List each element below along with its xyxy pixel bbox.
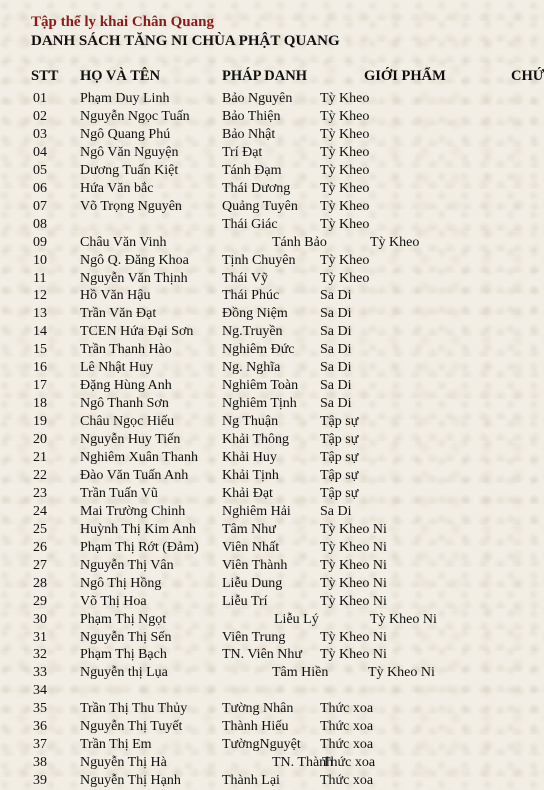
row-number: 11 (33, 270, 47, 286)
row-number: 10 (33, 252, 47, 268)
dharma-name: Quảng Tuyên (222, 198, 298, 214)
ordination-rank: Tập sự (320, 467, 359, 483)
table-row (0, 359, 539, 377)
member-name: Đặng Hùng Anh (80, 378, 172, 394)
dharma-name: Tịnh Chuyên (222, 252, 296, 268)
table-row (0, 252, 539, 270)
table-row (0, 395, 539, 413)
dharma-name: Tánh Bảo (272, 234, 327, 250)
dharma-name: Thái Giác (222, 216, 278, 232)
member-name: Đào Văn Tuấn Anh (80, 467, 189, 483)
dharma-name: Bảo Thiện (222, 108, 281, 124)
ordination-rank: Tỳ Kheo (370, 234, 420, 250)
table-row (0, 754, 539, 772)
ordination-rank: Sa Di (320, 288, 352, 304)
table-row (0, 557, 539, 575)
row-number: 29 (33, 593, 47, 609)
dharma-name: Thái Phúc (222, 288, 280, 304)
group-title: Tập thể ly khai Chân Quang (31, 14, 214, 30)
ordination-rank: Tỳ Kheo Ni (320, 647, 387, 663)
table-row (0, 521, 539, 539)
ordination-rank: Tỳ Kheo (320, 91, 370, 106)
member-name: Trần Thị Thu Thủy (80, 701, 188, 717)
row-number: 21 (33, 450, 47, 465)
dharma-name: Trí Đạt (222, 144, 263, 160)
member-name: Nguyễn Thị Sến (80, 629, 172, 645)
dharma-name: Tâm Hiền (272, 665, 329, 681)
member-name: Phạm Thị Rớt (Đảm) (80, 539, 199, 555)
row-number: 34 (33, 683, 47, 699)
dharma-name: Nghiêm Toàn (222, 378, 299, 394)
table-row (0, 216, 539, 234)
row-number: 36 (33, 719, 47, 735)
table-row (0, 682, 539, 700)
table-row (0, 503, 539, 521)
member-name: Châu Ngọc Hiếu (80, 414, 175, 430)
member-name: Ngô Thị Hồng (80, 575, 162, 591)
ordination-rank: Thức xoa (322, 755, 376, 771)
member-name: Phạm Thị Bạch (80, 647, 167, 663)
ordination-rank: Tỳ Kheo (320, 126, 370, 142)
ordination-rank: Thức xoa (320, 737, 374, 753)
dharma-name: Khải Tịnh (222, 467, 279, 483)
table-row (0, 772, 539, 790)
member-name: Nguyễn Huy Tiến (80, 432, 181, 448)
dharma-name: Khải Huy (222, 450, 277, 465)
ordination-rank: Sa Di (320, 503, 352, 519)
row-number: 24 (33, 503, 47, 519)
header-stt: STT (31, 68, 59, 84)
table-row (0, 431, 539, 449)
table-row (0, 144, 539, 162)
row-number: 35 (33, 701, 47, 717)
member-name: Nguyễn Thị Tuyết (80, 719, 183, 735)
dharma-name: Ng. Nghĩa (222, 360, 281, 376)
dharma-name: Thành Hiếu (222, 719, 289, 735)
table-row (0, 126, 539, 144)
dharma-name: Viên Nhất (222, 539, 280, 555)
member-name: Ngô Thanh Sơn (80, 396, 169, 412)
dharma-name: Khải Thông (222, 432, 290, 448)
table-row (0, 629, 539, 647)
member-name: Võ Trọng Nguyên (80, 198, 182, 214)
table-row (0, 323, 539, 341)
ordination-rank: Sa Di (320, 342, 352, 358)
row-number: 05 (33, 162, 47, 178)
table-row (0, 736, 539, 754)
row-number: 03 (33, 126, 47, 142)
dharma-name: Bảo Nhật (222, 126, 276, 142)
row-number: 13 (33, 306, 47, 322)
dharma-name: Tâm Như (222, 521, 276, 537)
ordination-rank: Tập sự (320, 414, 359, 430)
row-number: 26 (33, 539, 47, 555)
ordination-rank: Tỳ Kheo Ni (320, 629, 387, 645)
table-row (0, 700, 539, 718)
ordination-rank: Tỳ Kheo (320, 198, 370, 214)
row-number: 22 (33, 467, 47, 483)
table-row (0, 90, 539, 108)
table-row (0, 718, 539, 736)
row-number: 33 (33, 665, 47, 681)
dharma-name: Liễu Lý (274, 611, 319, 627)
member-name: Lê Nhật Huy (80, 360, 154, 376)
dharma-name: Thành Lại (222, 773, 280, 789)
member-name: Trần Tuấn Vũ (80, 485, 158, 501)
member-name: Châu Văn Vinh (80, 234, 167, 250)
member-name: Nguyễn Văn Thịnh (80, 270, 188, 286)
dharma-name: Nghiêm Đức (222, 342, 295, 358)
member-name: Nguyễn thị Lụa (80, 665, 168, 681)
table-row (0, 270, 539, 288)
ordination-rank: Sa Di (320, 378, 352, 394)
ordination-rank: Thức xoa (320, 701, 374, 717)
row-number: 08 (33, 216, 47, 232)
table-row (0, 198, 539, 216)
ordination-rank: Thức xoa (320, 719, 374, 735)
row-number: 20 (33, 432, 47, 448)
ordination-rank: Tỳ Kheo Ni (320, 557, 387, 573)
dharma-name: Viên Thành (222, 557, 288, 573)
member-name: Mai Trường Chinh (80, 503, 186, 519)
dharma-name: TN. Thành (272, 755, 334, 771)
member-name: Trần Thanh Hào (80, 342, 172, 358)
dharma-name: TN. Viên Như (222, 647, 302, 663)
dharma-name: Khải Đạt (222, 485, 273, 501)
table-row (0, 234, 539, 252)
member-name: Trần Văn Đạt (80, 306, 157, 322)
ordination-rank: Tỳ Kheo (320, 270, 370, 286)
list-title: DANH SÁCH TĂNG NI CHÙA PHẬT QUANG (31, 33, 340, 49)
table-row (0, 377, 539, 395)
ordination-rank: Tỳ Kheo Ni (320, 539, 387, 555)
row-number: 19 (33, 414, 47, 430)
dharma-name: Liễu Trí (222, 593, 268, 609)
member-name: Dương Tuấn Kiệt (80, 162, 179, 178)
header-rank: GIỚI PHẨM (364, 68, 446, 84)
dharma-name: Nghiêm Hải (222, 503, 291, 519)
table-row (0, 467, 539, 485)
row-number: 14 (33, 324, 47, 340)
table-row (0, 575, 539, 593)
member-name: Huỳnh Thị Kim Anh (80, 521, 197, 537)
table-row (0, 485, 539, 503)
member-name: Phạm Duy Linh (80, 91, 170, 106)
row-number: 25 (33, 521, 47, 537)
row-number: 02 (33, 108, 47, 124)
dharma-name: Tánh Đạm (222, 162, 282, 178)
ordination-rank: Sa Di (320, 396, 352, 412)
header-dharma-name: PHÁP DANH (222, 68, 307, 84)
ordination-rank: Tập sự (320, 450, 359, 465)
member-name: Hứa Văn bắc (80, 180, 154, 196)
ordination-rank: Tỳ Kheo (320, 252, 370, 268)
table-row (0, 180, 539, 198)
dharma-name: Thái Vỹ (222, 270, 269, 286)
row-number: 27 (33, 557, 47, 573)
ordination-rank: Tỳ Kheo (320, 108, 370, 124)
member-name: Trần Thị Em (80, 737, 152, 753)
table-row (0, 593, 539, 611)
table-row (0, 341, 539, 359)
dharma-name: Đồng Niệm (222, 306, 288, 322)
member-name: Ngô Văn Nguyện (80, 144, 179, 160)
member-name: Nguyễn Thị Hạnh (80, 773, 181, 789)
member-name: Hồ Văn Hậu (80, 288, 151, 304)
dharma-name: Nghiêm Tịnh (222, 396, 297, 412)
dharma-name: Ng.Truyền (222, 324, 283, 340)
member-name: Nghiêm Xuân Thanh (80, 450, 198, 465)
table-row (0, 539, 539, 557)
dharma-name: Tường Nhân (222, 701, 294, 717)
row-number: 39 (33, 773, 47, 789)
row-number: 04 (33, 144, 47, 160)
row-number: 18 (33, 396, 47, 412)
member-name: Nguyễn Thị Vân (80, 557, 174, 573)
ordination-rank: Sa Di (320, 360, 352, 376)
dharma-name: Ng Thuận (222, 414, 279, 430)
row-number: 30 (33, 611, 47, 627)
ordination-rank: Tỳ Kheo Ni (368, 665, 435, 681)
ordination-rank: Tỳ Kheo Ni (320, 521, 387, 537)
dharma-name: Thái Dương (222, 180, 291, 196)
row-number: 12 (33, 288, 47, 304)
ordination-rank: Tỳ Kheo (320, 180, 370, 196)
member-name: Phạm Thị Ngọt (80, 611, 167, 627)
header-extra: CHỨ (511, 68, 544, 84)
member-name: Ngô Quang Phú (80, 126, 171, 142)
ordination-rank: Thức xoa (320, 773, 374, 789)
member-name: Nguyễn Ngọc Tuấn (80, 108, 190, 124)
table-row (0, 162, 539, 180)
ordination-rank: Tỳ Kheo Ni (370, 611, 437, 627)
row-number: 38 (33, 755, 47, 771)
table-row (0, 664, 539, 682)
table-row (0, 413, 539, 431)
row-number: 31 (33, 629, 47, 645)
row-number: 28 (33, 575, 47, 591)
table-row (0, 611, 539, 629)
table-row (0, 449, 539, 467)
ordination-rank: Tập sự (320, 485, 359, 501)
row-number: 32 (33, 647, 47, 663)
ordination-rank: Tỳ Kheo (320, 144, 370, 160)
ordination-rank: Tỳ Kheo Ni (320, 575, 387, 591)
row-number: 06 (33, 180, 47, 196)
member-name: Ngô Q. Đăng Khoa (80, 252, 189, 268)
table-row (0, 287, 539, 305)
dharma-name: Liễu Dung (222, 575, 283, 591)
ordination-rank: Sa Di (320, 324, 352, 340)
header-name: HỌ VÀ TÊN (80, 68, 161, 84)
row-number: 01 (33, 91, 47, 106)
ordination-rank: Tỳ Kheo (320, 162, 370, 178)
row-number: 16 (33, 360, 47, 376)
dharma-name: TườngNguyệt (222, 737, 301, 753)
member-name: Võ Thị Hoa (80, 593, 147, 609)
row-number: 07 (33, 198, 47, 214)
table-row (0, 108, 539, 126)
dharma-name: Viên Trung (222, 629, 286, 645)
row-number: 15 (33, 342, 47, 358)
ordination-rank: Tỳ Kheo Ni (320, 593, 387, 609)
ordination-rank: Sa Di (320, 306, 352, 322)
row-number: 17 (33, 378, 47, 394)
ordination-rank: Tỳ Kheo (320, 216, 370, 232)
row-number: 23 (33, 485, 47, 501)
row-number: 37 (33, 737, 47, 753)
table-row (0, 646, 539, 664)
dharma-name: Bảo Nguyên (222, 91, 293, 106)
table-row (0, 305, 539, 323)
member-name: TCEN Hứa Đại Sơn (80, 324, 194, 340)
ordination-rank: Tập sự (320, 432, 359, 448)
member-name: Nguyễn Thị Hà (80, 755, 167, 771)
row-number: 09 (33, 234, 47, 250)
